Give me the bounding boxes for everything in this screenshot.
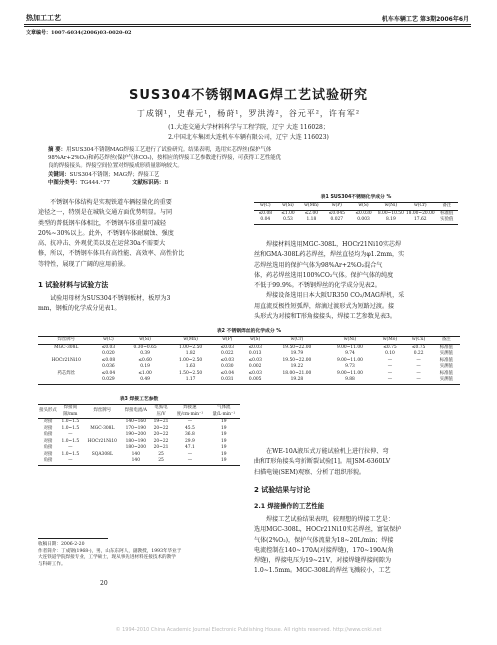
table-cell: ≤0.045 — [328, 210, 345, 216]
running-header-left: 热加工工艺 — [26, 14, 61, 22]
table-row — [38, 377, 460, 384]
received-date: 收稿日期：2006-2-20 — [38, 542, 85, 547]
table-cell: 9.00~11.00 — [336, 370, 363, 376]
table-cell: 19~21 — [153, 419, 169, 424]
table-cell: 8.00~10.50 — [377, 210, 404, 216]
abstract-line: 用SUS304不锈钢MAG焊接工艺进行了试验研究。结果表明，选用实芯焊丝(保护气体 — [66, 147, 272, 153]
table-cell: 29.9 — [184, 438, 195, 444]
table1-caption: 表1 SUS304不锈钢化学成分 % — [320, 195, 392, 200]
table3-header: 焊接电流/A — [124, 408, 147, 414]
table-cell: — — [68, 458, 73, 463]
affiliation-1: (1.大连交通大学材料科学与工程学院，辽宁 大连 116028； — [168, 124, 329, 131]
table-cell: ≤0.04 — [101, 370, 116, 376]
table-cell: — — [187, 451, 193, 457]
table-cell: 20~21 — [153, 445, 169, 450]
table-cell: ≤0.03 — [248, 344, 262, 350]
body-line: 试验用母材为SUS304不锈钢板材，板厚为3 — [50, 295, 171, 302]
table-cell: 0.031 — [221, 377, 234, 382]
table-cell: 140 — [131, 451, 140, 457]
table-cell: 对接 — [43, 451, 53, 457]
table-cell: ≤0.04 — [220, 370, 235, 376]
table-cell: 0.027 — [330, 217, 344, 222]
table-cell: 19 — [220, 419, 227, 424]
table-cell: 9.88 — [345, 377, 355, 382]
table-cell: — — [387, 370, 393, 376]
table-cell: 角接 — [43, 445, 53, 450]
intro-paragraph — [38, 198, 240, 270]
table1-header: w(P) — [331, 203, 342, 208]
table-cell: MGC-308L — [54, 344, 79, 350]
table-cell: HOCr21Ni10 — [51, 357, 81, 363]
table-cell: 1.00~2.50 — [178, 344, 203, 350]
table1 — [254, 202, 458, 225]
table-cell: 0.49 — [140, 377, 150, 382]
table-cell: 1.17 — [185, 377, 196, 382]
table-cell: ≤2.00 — [304, 210, 319, 216]
section-2-1-heading: 2.1 焊接操作的工艺性能 — [254, 503, 325, 510]
table-cell: ≤0.03 — [220, 344, 235, 350]
table-cell: 0.22 — [413, 351, 424, 356]
testing-paragraph — [254, 447, 460, 478]
table-cell: 0.013 — [248, 351, 262, 356]
table-cell: 1.0~1.5 — [61, 438, 80, 444]
table-cell: 1.18 — [306, 217, 317, 222]
table-cell: 0.53 — [283, 217, 293, 222]
table-cell: 1.50~2.50 — [178, 370, 203, 376]
table-cell: 36.8 — [184, 432, 195, 437]
body-line: 在WE-10A液压式万能试验机上进行拉伸、弯 — [266, 448, 389, 455]
table-cell: — — [387, 364, 393, 369]
table-cell: 0.30~0.65 — [133, 344, 157, 350]
materials-paragraph — [254, 240, 460, 322]
table2-caption: 表2 不锈钢焊丝的化学成分 % — [216, 329, 282, 334]
table-cell: ≤0.08 — [101, 357, 116, 363]
abstract — [48, 146, 452, 187]
table2 — [38, 336, 460, 385]
table3-header: 电弧电压/V — [154, 405, 168, 417]
article-title: SUS304不锈钢MAG焊工艺试验研究 — [128, 88, 369, 103]
table3-header: 接头形式 — [39, 408, 57, 414]
clc-number: TG444.⁺77 — [80, 179, 110, 186]
table-cell: HOCr21Ni10 — [87, 438, 117, 444]
table2-header: 焊丝牌号 — [57, 337, 76, 342]
table2-header: 备注 — [441, 337, 451, 342]
body-line: 焊接工艺试验结果表明，较理想的焊接工艺是： — [266, 516, 394, 523]
table-cell: ≤0.030 — [355, 210, 372, 216]
table2-header: w(Mn) — [183, 337, 198, 342]
table-cell: 0.04 — [260, 217, 271, 222]
body-line: mm，钢板的化学成分见表1。 — [38, 305, 121, 313]
table-cell: — — [387, 377, 393, 382]
table1-header: w(Mn) — [304, 203, 319, 208]
table-cell: 19.50~22.00 — [282, 344, 312, 350]
table-cell: 25 — [158, 451, 164, 457]
section-2-heading: 2 试验结果与讨论 — [254, 486, 311, 494]
body-line: 修，所以，不锈钢车体具有高性能、高效率、高性价比 — [38, 250, 185, 258]
table-cell: 19 — [220, 425, 227, 431]
table2-header: w(Cu) — [411, 337, 426, 342]
table2-header: w(Ni) — [343, 337, 357, 342]
table-cell: 对接 — [43, 438, 53, 444]
table-cell: — — [68, 445, 73, 450]
running-header-right: 机车车辆工艺 第3期2006年6月 — [381, 16, 469, 23]
body-line: 曲和T形角接头弯折断裂试验[1]。用JSM-6360LV — [254, 458, 391, 466]
table-row — [254, 217, 458, 224]
table-cell: 0.19 — [140, 364, 150, 369]
affiliation-2: 2.中国北车集团大连机车车辆有限公司，辽宁 大连 116023) — [168, 134, 329, 141]
body-line: 电流控制在140~170A(对接焊缝)，170~190A(角 — [254, 546, 394, 554]
table-cell: 19.28 — [290, 377, 304, 382]
table-cell: 19 — [220, 438, 227, 444]
table-cell: 标准值 — [439, 357, 453, 363]
table-cell: SQA308L — [91, 451, 113, 457]
table-cell — [83, 419, 122, 426]
body-line: 扫描电镜(SEM)观察、分析了组织形貌。 — [254, 468, 366, 476]
table-cell: 角接 — [43, 432, 53, 437]
table-cell: 19.50~22.00 — [282, 357, 312, 363]
author-bio-line: 与科研工作。 — [38, 561, 66, 567]
section-1-text — [38, 294, 240, 315]
table-cell: — — [68, 432, 73, 437]
body-line: 不低于99.9%。不锈钢焊丝的化学成分见表2。 — [254, 282, 381, 290]
table-cell: 对接 — [43, 419, 53, 424]
table-cell: MGC-308L — [90, 425, 115, 431]
table-cell: ≤0.03 — [248, 370, 262, 376]
table-cell: 0.022 — [221, 351, 234, 356]
table-cell: ≤0.03 — [220, 357, 235, 363]
body-line: 芯焊丝选用的保护气体为98%Ar+2%O₂混合气 — [254, 261, 383, 269]
table-cell: — — [187, 458, 193, 463]
author-list: 丁成钢¹，史春元¹，杨莳¹，罗洪涛²，谷元平²，许有军² — [136, 109, 361, 118]
table-cell: 0.029 — [102, 377, 115, 382]
body-line: 不锈钢车体结构是实现铁道车辆轻量化的重要 — [50, 199, 172, 206]
author-bio-line: 大连铁道学院焊接专业，工学硕士，现从事先进材料连接技术的教学 — [38, 555, 176, 560]
body-line: 焊缝)，焊接电压为19~21V，对接焊缝焊接间隙为 — [254, 557, 392, 565]
table1-header: w(Si) — [282, 203, 294, 208]
header-rule-thin — [24, 26, 471, 27]
table3-header: 气体流量/L·min⁻¹ — [212, 405, 236, 417]
table-cell: ≤0.03 — [248, 357, 262, 363]
table1-header: w(Cr) — [413, 203, 427, 208]
table1-header: 备注 — [442, 203, 452, 208]
author-bio-line: 作者简介：丁成钢(1968-)，男，山东东阿人，副教授，1993年毕业于 — [38, 548, 182, 554]
table-cell: 9.00~11.00 — [336, 344, 363, 350]
table-cell: 180~190 — [125, 438, 147, 444]
table-cell: 标准值 — [439, 344, 453, 350]
table-cell: 药芯焊丝 — [57, 370, 76, 376]
table-cell: 角接 — [43, 458, 53, 463]
section-1-heading: 1 试验材料与试验方法 — [38, 281, 109, 289]
table-cell: — — [416, 364, 421, 369]
table1-header: w(S) — [358, 203, 369, 208]
table-cell: 9.74 — [345, 351, 355, 356]
body-line: 气体(2%O₂)，保护气体流量为18~20L/min；焊接 — [254, 536, 394, 544]
table-cell: — — [416, 370, 421, 376]
table-cell: 0.003 — [357, 217, 370, 222]
table1-header: w(C) — [260, 203, 271, 208]
table-cell: 17.62 — [414, 217, 427, 222]
table-cell: 实测值 — [439, 351, 453, 356]
body-line: 等特性，展现了广阔的应用前景。 — [38, 260, 130, 268]
table-cell: 140~160 — [125, 419, 147, 424]
table-cell: 8.19 — [385, 217, 396, 222]
table-cell: 0.002 — [248, 364, 262, 369]
table2-header: w(Mo) — [382, 337, 398, 342]
table-cell: 140 — [131, 458, 140, 463]
copyright-notice: © 1994-2010 China Academic Journal Electronic Publishing House. All rights reserved. http://www.cnki.net — [115, 627, 382, 633]
table-cell: 1.0~1.5 — [61, 419, 80, 424]
body-line: 丝和GMA-308L药芯焊丝，焊丝直径均为φ1.2mm，实 — [254, 251, 405, 259]
table-cell: — — [416, 377, 421, 382]
table-cell: 170~190 — [125, 425, 147, 431]
abstract-line: 98%Ar+2%O₂)和药芯焊丝(保护气体CO₂)，按相应的焊接工艺参数进行焊接，可获得工艺性能优 — [48, 155, 282, 162]
table-cell: 0.39 — [140, 351, 150, 356]
section-2-1-text — [254, 515, 460, 577]
table-cell: 实测值 — [439, 377, 453, 382]
body-line: 体，药芯焊丝选用100%CO₂气体。保护气体的纯度 — [254, 271, 394, 279]
table-cell: 1.82 — [185, 351, 196, 356]
table-cell: — — [416, 357, 421, 363]
clc-label: 中图分类号： — [48, 179, 81, 186]
table-cell: 1.0~1.5 — [61, 425, 80, 431]
table-cell: ≤0.75 — [411, 344, 426, 350]
table-cell: ≤0.03 — [101, 344, 116, 350]
abstract-label: 摘 要： — [48, 147, 67, 153]
table-cell: 9.00~11.00 — [336, 357, 363, 363]
table3-header: 焊丝牌号 — [93, 408, 112, 414]
table2-header: w(Si) — [139, 337, 151, 342]
table-cell: ≤1.00 — [138, 370, 152, 376]
table-cell: 1.00~2.50 — [178, 357, 203, 363]
body-line: 选用MGC-308L，HOCr21Ni10实芯焊丝，富氩保护 — [254, 526, 402, 534]
table-cell: 19.22 — [290, 364, 304, 369]
table-cell: 1.0~1.5 — [61, 451, 80, 457]
page-number: 20 — [100, 580, 108, 587]
table-cell: 0.005 — [248, 377, 262, 382]
table3-header: 焊接速度/cm·min⁻¹ — [176, 405, 204, 417]
table-cell: 0.020 — [102, 351, 115, 356]
keywords-label: 关键词： — [48, 171, 70, 178]
table2-header: w(P) — [222, 337, 233, 342]
body-line: 1.0~1.5mm。MGC-308L的焊丝飞溅较小，工艺 — [254, 567, 391, 575]
table-cell: 18.00~20.00 — [405, 210, 435, 216]
abstract-line: 良的焊接接头。焊接空间位置对焊接成形质量影响较大。 — [48, 163, 183, 170]
table-cell: 19 — [220, 451, 227, 457]
body-line: 高、抗冲击、外观优美以及在运营30a不需要大 — [38, 240, 166, 248]
table-cell: 标准值 — [440, 210, 454, 216]
table-cell: 标准值 — [439, 370, 453, 376]
table-cell: 20~22 — [153, 432, 169, 437]
doc-code-label: 文献标识码： — [131, 179, 165, 186]
table-cell: ≤0.08 — [258, 210, 273, 216]
table3-header: 焊接间隙/mm — [63, 405, 78, 417]
table-cell: 20~22 — [153, 438, 169, 444]
table-cell: 19 — [220, 445, 227, 450]
table-row — [38, 458, 240, 465]
table1-header: w(Ni) — [384, 203, 398, 208]
table-cell: 25 — [158, 458, 164, 463]
table-cell: 9.73 — [345, 364, 355, 369]
body-line: 类型的普低钢车体相比，不锈钢车体重量可减轻 — [38, 219, 166, 227]
body-line: 途径之一，特别是在城轨交通方面优势明显。与同 — [38, 209, 173, 217]
footnote — [38, 542, 240, 568]
table-row — [38, 419, 240, 426]
table-cell — [38, 377, 94, 384]
doc-code: B — [164, 179, 169, 186]
table2-header: w(Cr) — [290, 337, 304, 342]
table-row — [254, 210, 458, 217]
table3-caption: 表3 焊接工艺参数 — [119, 397, 159, 402]
table-cell: 180~200 — [125, 445, 147, 450]
body-line: 焊接材料选用MGC-308L，HOCr21Ni10实芯焊 — [266, 241, 402, 248]
table2-header: w(C) — [103, 337, 114, 342]
body-line: 用直流反极性短弧焊，熔滴过渡形式为短路过渡。接 — [254, 302, 395, 310]
table-row — [38, 344, 460, 351]
table-cell: 190~200 — [125, 432, 147, 437]
table3 — [38, 404, 240, 466]
table-cell: 47.1 — [184, 445, 195, 450]
table-cell: — — [187, 419, 193, 424]
table-cell: ≤1.00 — [281, 210, 295, 216]
table2-header: w(S) — [250, 337, 261, 342]
table-cell: 19.79 — [290, 351, 304, 356]
table-cell: ≤0.60 — [138, 357, 152, 363]
article-number: 文章编号：1007-6034(2006)03-0020-02 — [26, 30, 132, 36]
footnote-rule — [38, 538, 108, 539]
table-cell: 18.00~21.00 — [282, 370, 312, 376]
table-cell: 0.030 — [221, 364, 234, 369]
body-line: 焊接设备选用日本大阪UR350 CO₂/MAG焊机，采 — [266, 292, 405, 300]
table-cell: 20~22 — [153, 425, 169, 431]
keywords: SUS304不锈钢；MAG焊；焊接工艺 — [69, 171, 160, 178]
table-cell: — — [387, 357, 393, 363]
table-cell: 实验值 — [440, 217, 454, 222]
body-line: 20%~30%以上。此外，不锈钢车体耐腐蚀、强度 — [38, 229, 174, 237]
table-cell: 实测值 — [439, 364, 453, 369]
table-cell: 0.10 — [385, 351, 395, 356]
table-cell: 1.63 — [185, 364, 196, 369]
table-cell: 19 — [220, 432, 227, 437]
table-cell — [83, 458, 122, 465]
body-line: 头形式为对接和T形角接接头，焊接工艺参数见表3。 — [254, 313, 397, 321]
table-cell: 0.036 — [102, 364, 115, 369]
table-cell: ≤0.75 — [383, 344, 397, 350]
table-cell: 19 — [220, 458, 227, 463]
table-cell: 45.5 — [184, 425, 195, 431]
header-rule — [24, 24, 471, 25]
table-cell: 对接 — [43, 425, 53, 431]
